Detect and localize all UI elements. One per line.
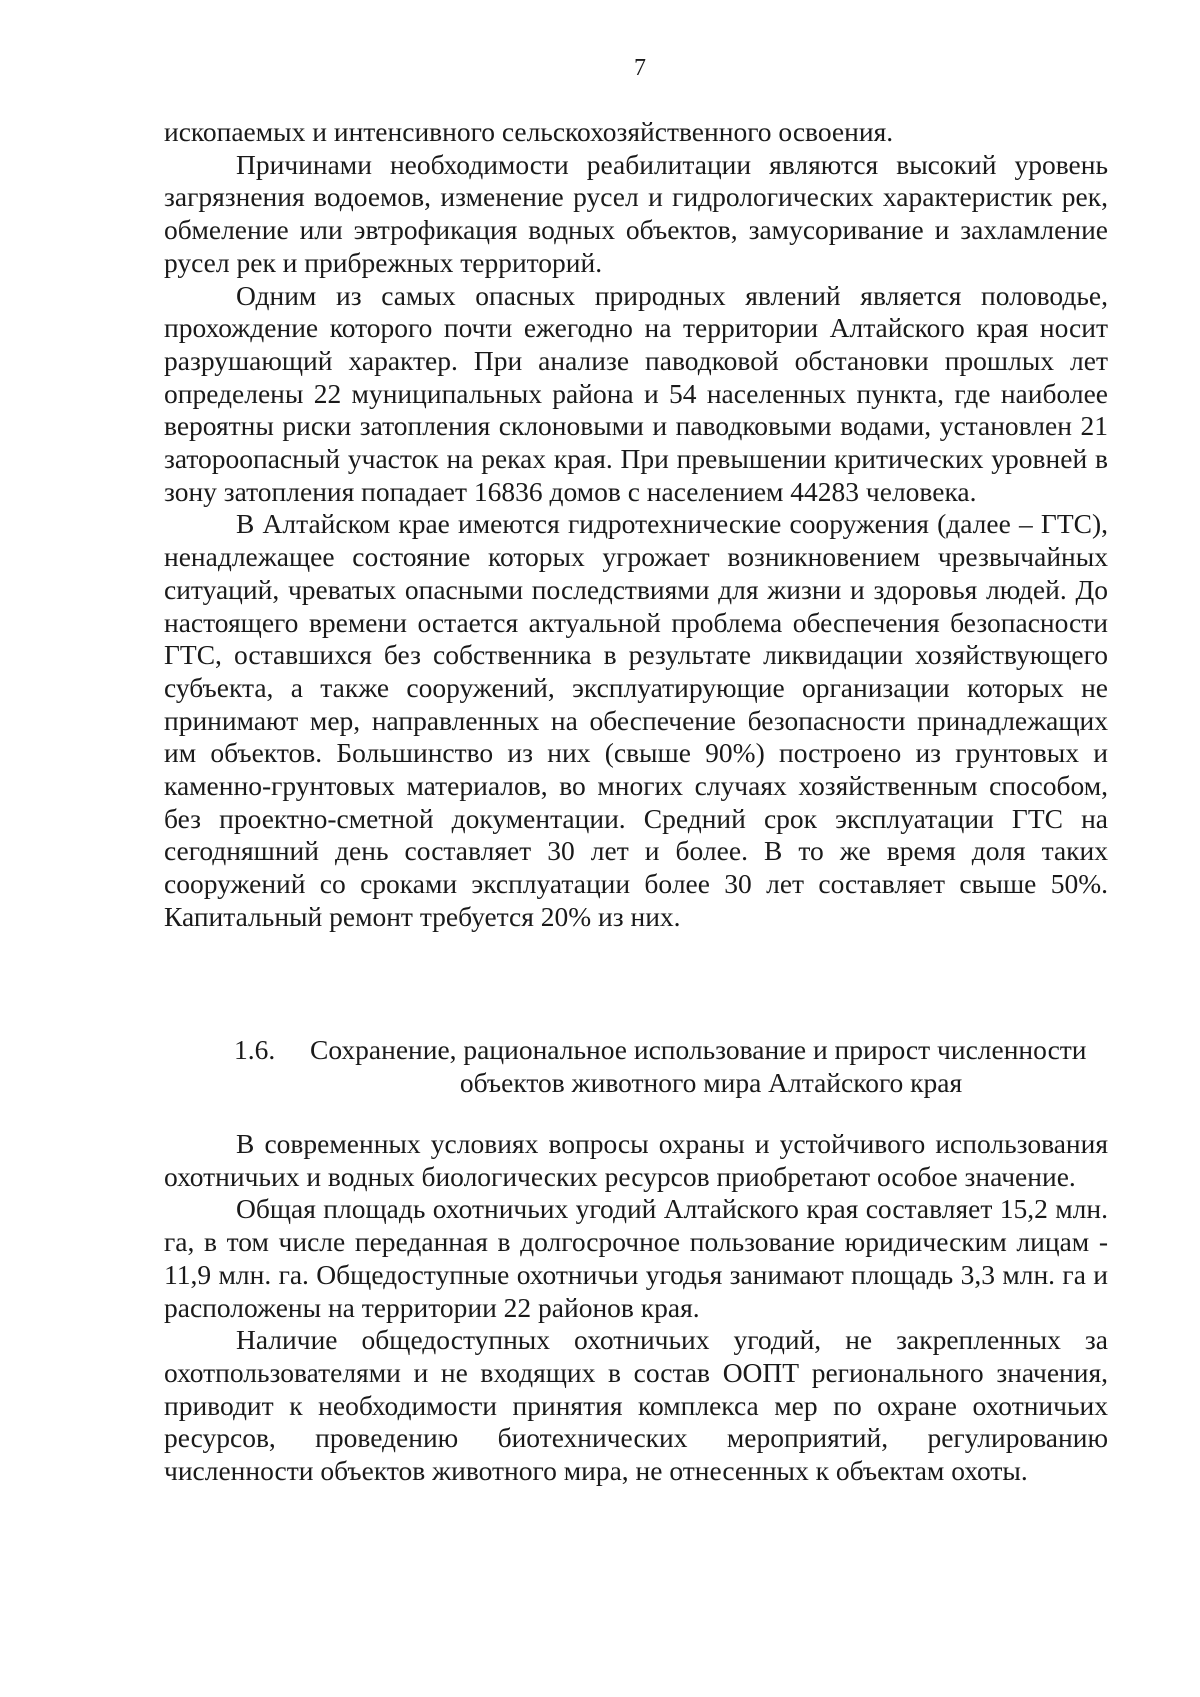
body-text-bottom [164,1128,1108,1488]
paragraph-hydraulic-structures: В Алтайском крае имеются гидротехнические сооружения (далее – ГТС), ненадлежащее состояние которых угрожает возникновением чрезвычайных ситуаций, чреватых опасными последствиями для жизни и здоровья людей. До настоящего времени остается актуальной проблема обеспечения безопасности ГТС, оставшихся без собственника в результате ликвидации хозяйствующего субъекта, а также сооружений, эксплуатирующие организации которых не принимают мер, направленных на обеспечение безопасности принадлежащих им объектов. Большинство из них (свыше 90%) построено из грунтовых и каменно-грунтовых материалов, во многих случаях хозяйственным способом, без проектно-сметной документации. Средний срок эксплуатации ГТС на сегодняшний день составляет 30 лет и более. В то же время доля таких сооружений со сроками эксплуатации более 30 лет составляет свыше 50%. Капитальный ремонт требуется 20% из них. [164,508,1108,932]
paragraph-continuation: ископаемых и интенсивного сельскохозяйственного освоения. [164,116,894,147]
section-number: 1.6. [234,1034,276,1065]
section-title-line2: объектов животного мира Алтайского края [459,1066,963,1098]
paragraph-flooding: Одним из самых опасных природных явлений является половодье, прохождение которого почти ежегодно на территории Алтайского края носит разрушающий характер. При анализе паводковой обстановки прошлых лет определены 22 муниципальных района и 54 населенных пункта, где наиболее вероятны риски затопления склоновыми и паводковыми водами, установлен 21 затороопасный участок на реках края. При превышении критических уровней в зону затопления попадает 16836 домов с населением 44283 человека. [164,279,1108,507]
section-title-line1: Сохранение, рациональное использование и прирост численности [310,1034,1087,1065]
paragraph-rehabilitation-reasons: Причинами необходимости реабилитации являются высокий уровень загрязнения водоемов, изменение русел и гидрологических характеристик рек, обмеление или эвтрофикация водных объектов, замусоривание и захламление русел рек и прибрежных территорий. [164,148,1108,278]
section-heading [164,1034,1108,1099]
section-heading-line1 [164,1034,1108,1067]
paragraph-public-hunting-grounds: Наличие общедоступных охотничьих угодий, не закрепленных за охотпользователями и не входящих в состав ООПТ регионального значения, приводит к необходимости принятия комплекса мер по охране охотничьих ресурсов, проведению биотехнических мероприятий, регулированию численности объектов животного мира, не отнесенных к объектам охоты. [164,1324,1108,1487]
page-number: 7 [634,55,646,81]
paragraph-hunting-area: Общая площадь охотничьих угодий Алтайского края составляет 15,2 млн. га, в том числе переданная в долгосрочное пользование юридическим лицам - 11,9 млн. га. Общедоступные охотничьи угодья занимают площадь 3,3 млн. га и расположены на территории 22 районов края. [164,1193,1108,1323]
paragraph-modern-conditions: В современных условиях вопросы охраны и устойчивого использования охотничьих и водных биологических ресурсов приобретают особое значение. [164,1128,1108,1192]
body-text-top [164,116,1108,934]
